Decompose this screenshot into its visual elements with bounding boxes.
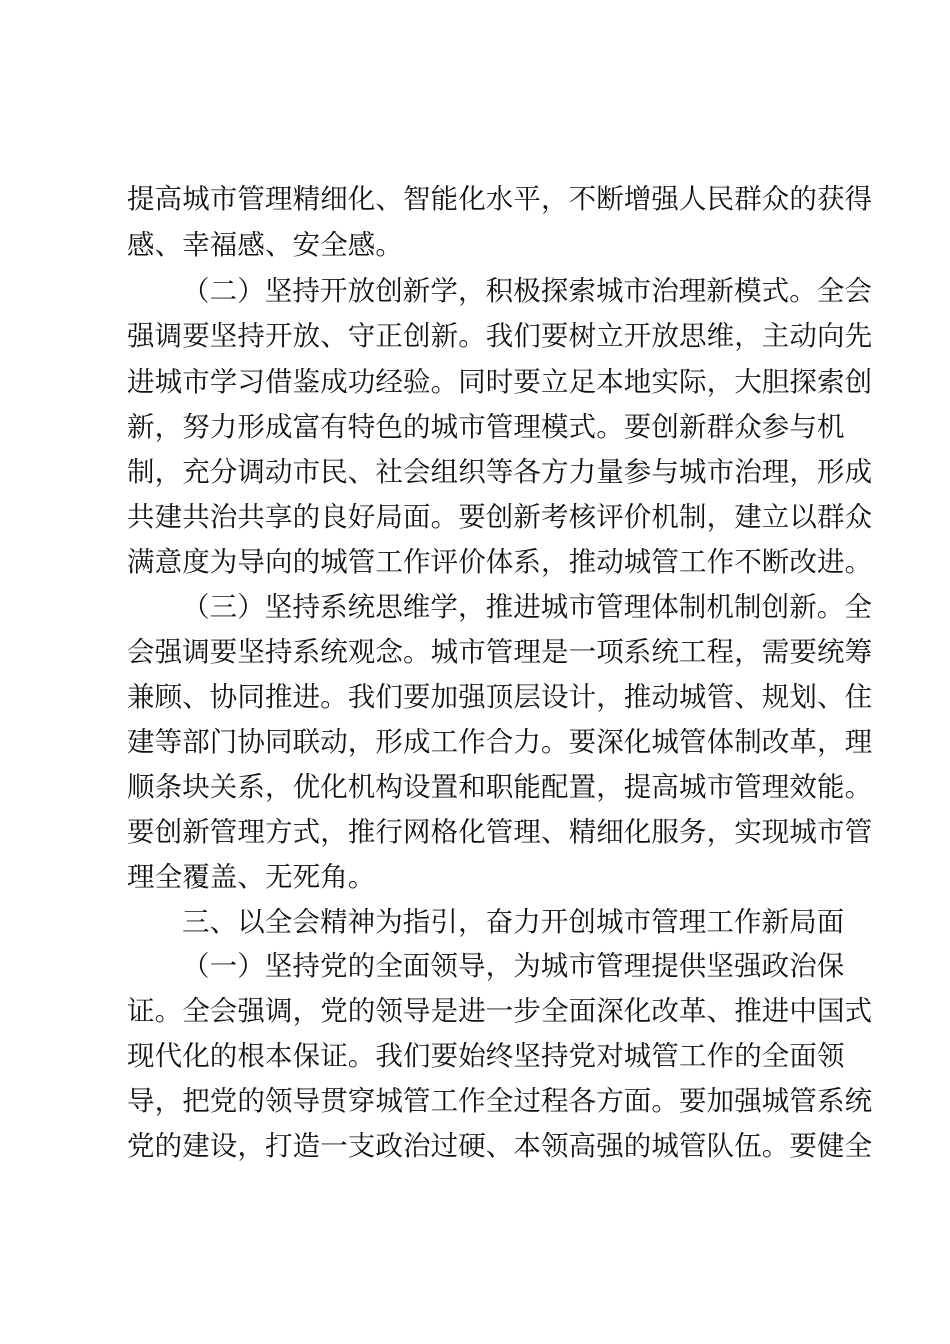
body-line: 共建共治共享的良好局面。要创新考核评价机制，建立以群众: [127, 501, 873, 533]
body-line: 感、幸福感、安全感。: [127, 229, 403, 261]
body-line: 理全覆盖、无死角。: [127, 861, 376, 893]
body-line: 要创新管理方式，推行网格化管理、精细化服务，实现城市管: [127, 816, 873, 848]
body-line: 制，充分调动市民、社会组织等各方力量参与城市治理，形成: [127, 456, 873, 488]
body-line: 新，努力形成富有特色的城市管理模式。要创新群众参与机: [127, 411, 845, 443]
body-line: 满意度为导向的城管工作评价体系，推动城管工作不断改进。: [127, 546, 873, 578]
body-line: 建等部门协同联动，形成工作合力。要深化城管体制改革，理: [127, 726, 873, 758]
body-line: 党的建设，打造一支政治过硬、本领高强的城管队伍。要健全: [127, 1130, 873, 1162]
section-heading-1: （一）坚持党的全面领导，为城市管理提供坚强政治保: [182, 950, 845, 982]
body-line: 进城市学习借鉴成功经验。同时要立足本地实际，大胆探索创: [127, 366, 873, 398]
section-heading-3: （三）坚持系统思维学，推进城市管理体制机制创新。全: [182, 591, 872, 623]
body-line: 证。全会强调，党的领导是进一步全面深化改革、推进中国式: [127, 995, 873, 1027]
body-line: 导，把党的领导贯穿城管工作全过程各方面。要加强城管系统: [127, 1085, 873, 1117]
section-heading-2: （二）坚持开放创新学，积极探索城市治理新模式。全会: [182, 275, 872, 307]
body-line: 兼顾、协同推进。我们要加强顶层设计，推动城管、规划、住: [127, 681, 873, 713]
chapter-heading: 三、以全会精神为指引，奋力开创城市管理工作新局面: [182, 906, 845, 938]
body-line: 顺条块关系，优化机构设置和职能配置，提高城市管理效能。: [127, 771, 873, 803]
body-line: 现代化的根本保证。我们要始终坚持党对城管工作的全面领: [127, 1040, 845, 1072]
body-line: 强调要坚持开放、守正创新。我们要树立开放思维，主动向先: [127, 320, 873, 352]
body-line: 会强调要坚持系统观念。城市管理是一项系统工程，需要统筹: [127, 636, 873, 668]
body-line: 提高城市管理精细化、智能化水平，不断增强人民群众的获得: [127, 183, 873, 215]
